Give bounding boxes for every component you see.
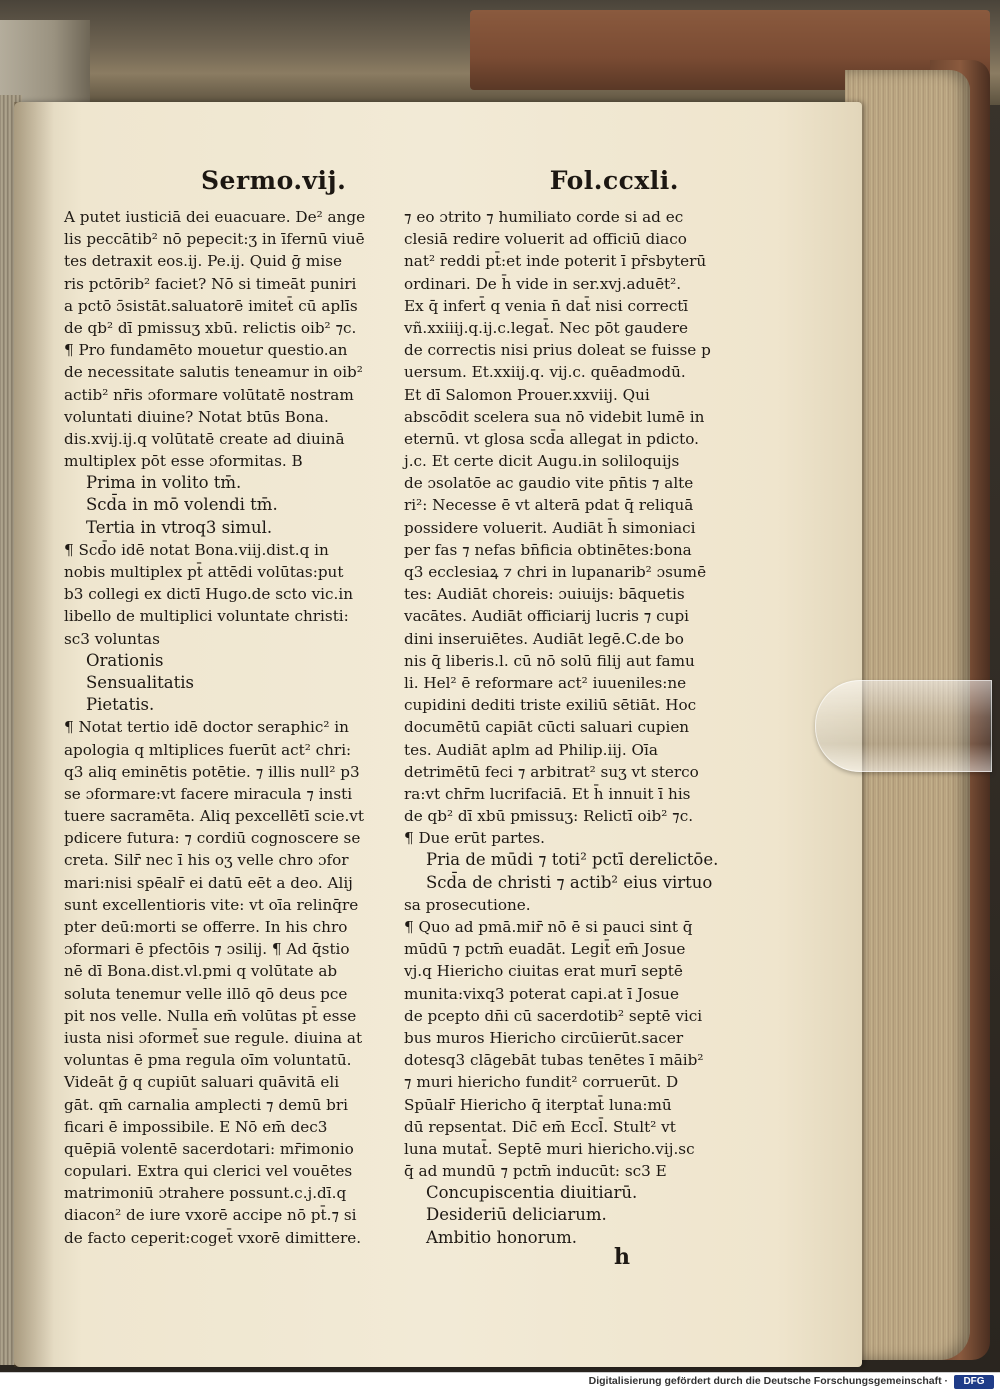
text-line: A putet iusticiā dei euacuare. De² ange <box>64 208 366 226</box>
text-line: b3 collegi ex dictī Hugo.de scto vic.in <box>64 585 353 604</box>
text-line: sc3 voluntas <box>64 629 160 648</box>
text-line: diacon² de iure vxorē accipe nō pt̄.⁊ si <box>64 1206 357 1225</box>
text-line: Et dī Salomon Prouer.xxviij. Qui <box>404 385 650 404</box>
text-line: nis q̄ liberis.l. cū nō solū filij aut famu <box>404 651 695 670</box>
text-line: dis.xvij.ij.q volūtatē create ad diuinā <box>64 429 345 448</box>
text-line: tes detraxit eos.ij. Pe.ij. Quid ḡ mise <box>64 252 342 271</box>
text-line: Ex q̄ infert̄ q venia n̄ dat̄ nisi correctī <box>404 296 689 315</box>
text-line: documētū capiāt cūcti saluari cupien <box>404 718 690 737</box>
text-line: soluta tenemur velle illō qō deus pce <box>64 984 348 1003</box>
text-line: de facto ceperit:coget̄ vxorē dimittere. <box>64 1228 362 1247</box>
text-line: luna mutat̄. Septē muri hiericho.vij.sc <box>404 1139 695 1158</box>
text-line: eternū. vt glosa scd̄a allegat in pdicto. <box>404 429 699 448</box>
text-line: dini inseruiētes. Audiāt legē.C.de bo <box>404 629 684 648</box>
text-line: apologia q mltiplices fuerūt act² chri: <box>64 740 352 759</box>
text-line: mari:nisi spēalr̄ ei datū eēt a deo. Alij <box>64 873 353 892</box>
text-line: ¶ Quo ad pmā.mir̄ nō ē si pauci sint q̄ <box>404 918 693 936</box>
text-line: Scd̄a de christi ⁊ actib² eius virtuo <box>426 872 713 892</box>
text-line: voluntati diuine? Notat btūs Bona. <box>64 407 329 426</box>
text-line: ficari ē impossibile. E Nō em̄ dec3 <box>64 1117 328 1136</box>
text-line: ordinari. De h̄ vide in ser.xvj.aduēt². <box>404 274 682 293</box>
text-line: ⁊ eo ɔtrito ⁊ humiliato corde si ad ec <box>404 208 684 226</box>
text-line: sunt excellentioris vite: vt oīa relinq̄re <box>64 895 359 914</box>
text-line: munita:vixq3 poterat capi.at ī Josue <box>404 984 679 1003</box>
text-line: pdicere futura: ⁊ cordiū cognoscere se <box>64 829 361 848</box>
text-line: Spūalr̄ Hiericho q̄ iterptat̄ luna:mū <box>404 1095 672 1114</box>
text-line: q3 aliq eminētis potētie. ⁊ illis null² p3 <box>64 762 360 781</box>
text-line: q̄ ad mundū ⁊ pctm̄ inducūt: sc3 E <box>404 1162 667 1181</box>
text-line: Orationis <box>86 650 164 670</box>
text-line: nobis multiplex pt̄ attēdi volūtas:put <box>64 563 344 581</box>
text-line: Videāt ḡ q cupiūt saluari quāvitā eli <box>64 1073 340 1092</box>
page-gutter-shadow <box>14 102 54 1367</box>
text-line: ris pctōrib² faciet? Nō si timeāt puniri <box>64 274 357 293</box>
text-line: q3 ecclesiaꝝ ⁊ chri in lupanarib² ɔsumē <box>404 563 707 581</box>
text-line: Concupiscentia diuitiarū. <box>426 1183 638 1203</box>
text-line: de qb² dī xbū pmissuʒ: Relictī oib² ⁊c. <box>404 807 694 826</box>
text-line: quēpiā volentē sacerdotari: mr̄imonio <box>64 1139 354 1158</box>
text-line: dotesq3 clāgebāt tubas tenētes ī māib² <box>404 1051 704 1070</box>
text-line: abscōdit scelera sua nō videbit lumē in <box>404 407 705 426</box>
text-line: ra:vt chr̄m lucrifaciā. Et h̄ innuit ī his <box>404 784 691 803</box>
text-line: possidere voluerit. Audiāt h̄ simoniaci <box>404 518 696 537</box>
text-line: Tertia in vtroq3 simul. <box>86 517 273 537</box>
text-line: de qb² dī pmissuʒ xbū. relictis oib² ⁊c. <box>64 318 357 337</box>
text-line: voluntas ē pma regula oīm voluntatū. <box>64 1051 352 1070</box>
text-line: vacātes. Audiāt officiarij lucris ⁊ cupi <box>404 607 690 626</box>
book-page <box>14 102 862 1367</box>
text-line: bus muros Hiericho circūierūt.sacer <box>404 1028 684 1047</box>
text-line: Sensualitatis <box>86 672 195 692</box>
running-head-folio: Fol.ccxli. <box>549 166 679 195</box>
text-line: pter deū:morti se offerre. In his chro <box>64 918 348 936</box>
running-head-left: Sermo.vij. <box>201 166 347 195</box>
text-line: nē dī Bona.dist.vl.pmi q volūtate ab <box>64 962 338 981</box>
text-line: lis peccātib² nō pepecit:ʒ in īfernū viuē <box>64 230 365 249</box>
text-line: ¶ Scd̄o idē notat Bona.viij.dist.q in <box>64 540 329 559</box>
text-line: iusta nisi ɔformet̄ sue regule. diuina at <box>64 1028 363 1047</box>
text-line: detrimētū feci ⁊ arbitrat² suʒ vt sterco <box>404 762 699 781</box>
right-text-column <box>404 206 734 1249</box>
page-holder-clip <box>815 680 992 772</box>
text-line: copulari. Extra qui clerici vel vouētes <box>64 1162 353 1181</box>
text-line: multiplex pōt esse ɔformitas. B <box>64 452 303 471</box>
text-line: pit nos velle. Nulla em̄ volūtas pt̄ esse <box>64 1006 357 1025</box>
text-line: tuere sacramēta. Aliq pexcellētī scie.vt <box>64 807 364 826</box>
text-line: tes: Audiāt choreis: ɔuiuijs: bāquetis <box>404 585 685 604</box>
text-line: ¶ Notat tertio idē doctor seraphic² in <box>64 718 349 737</box>
text-line: de ɔsolatōe ac gaudio vite pn̄tis ⁊ alte <box>404 474 694 493</box>
text-line: matrimoniū ɔtrahere possunt.c.j.dī.q <box>64 1184 347 1203</box>
text-line: uersum. Et.xxiij.q. vij.c. quēadmodū. <box>404 363 686 382</box>
left-text-column <box>64 206 394 1249</box>
catchword: h <box>614 1244 630 1270</box>
text-line: per fas ⁊ nefas bn̄ficia obtinētes:bona <box>404 540 692 559</box>
dfg-logo: DFG <box>954 1375 994 1389</box>
text-line: ri²: Necesse ē vt alterā pdat q̄ reliquā <box>404 496 694 515</box>
text-line: Ambitio honorum. <box>426 1227 578 1247</box>
running-head <box>189 166 679 206</box>
text-line: Pria de mūdi ⁊ toti² pctī derelictōe. <box>426 850 719 870</box>
text-line: vj.q Hiericho ciuitas erat murī septē <box>404 962 683 981</box>
text-line: de correctis nisi prius doleat se fuisse p <box>404 341 711 360</box>
text-line: de necessitate salutis teneamur in oib² <box>64 363 363 382</box>
text-line: ¶ Due erūt partes. <box>404 829 545 848</box>
text-line: a pctō ɔ̄sistāt.saluatorē imitet̄ cū aplīs <box>64 296 358 315</box>
text-line: Pietatis. <box>86 695 155 715</box>
funding-credit: Digitalisierung gefördert durch die Deutsche Forschungsgemeinschaft · <box>588 1375 948 1387</box>
text-line: clesiā redire voluerit ad officiū diaco <box>404 230 687 249</box>
text-line: ⁊ muri hiericho fundit² corruerūt. D <box>404 1073 679 1092</box>
text-line: gāt. qm̄ carnalia amplecti ⁊ demū bri <box>64 1095 348 1114</box>
text-line: dū repsentat. Dic̄ em̄ Eccl̄. Stult² vt <box>404 1117 676 1136</box>
text-line: ¶ Pro fundamēto mouetur questio.an <box>64 341 348 360</box>
text-line: actib² nr̄is ɔformare volūtatē nostram <box>64 385 354 404</box>
text-line: Desideriū deliciarum. <box>426 1205 607 1225</box>
text-line: Prima in volito tm̄. <box>86 473 242 493</box>
text-line: ɔformari ē pfectōis ⁊ ɔsilij. ¶ Ad q̄stio <box>64 940 350 959</box>
text-line: li. Hel² ē reformare act² iuueniles:ne <box>404 673 687 692</box>
text-line: se ɔformare:vt facere miracula ⁊ insti <box>64 784 353 803</box>
text-line: de pcepto dn̄i cū sacerdotib² septē vici <box>404 1006 703 1025</box>
text-line: cupidini dediti triste exiliū sētiāt. Hoc <box>404 696 697 715</box>
footer-bar <box>0 1372 1000 1392</box>
text-line: tes. Audiāt aplm ad Philip.iij. Oīa <box>404 740 658 759</box>
text-line: nat² reddi pt̄:et inde poterit ī pr̄sbyterū <box>404 252 707 271</box>
text-line: vñ.xxiiij.q.ij.c.legat̄. Nec pōt gaudere <box>404 318 689 337</box>
text-line: Scd̄a in mō volendi tm̄. <box>86 495 278 515</box>
text-line: libello de multiplici voluntate christi: <box>64 607 349 626</box>
text-line: j.c. Et certe dicit Augu.in soliloquijs <box>404 452 680 471</box>
text-line: mūdū ⁊ pctm̄ euadāt. Legit̄ em̄ Josue <box>404 940 686 959</box>
text-line: sa prosecutione. <box>404 895 531 914</box>
text-line: creta. Silr̄ nec ī his oʒ velle chro ɔfor <box>64 851 349 870</box>
